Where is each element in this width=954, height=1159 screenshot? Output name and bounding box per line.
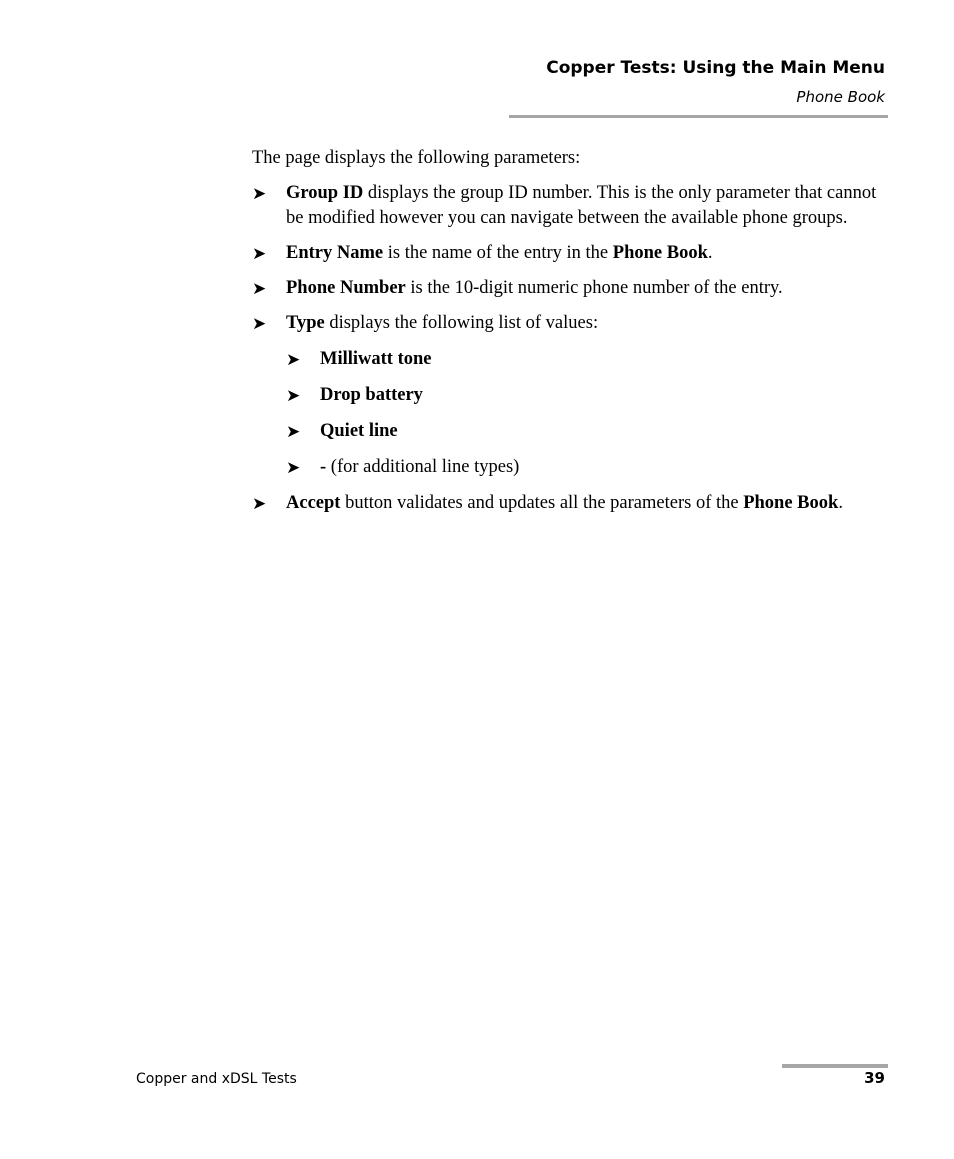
sub-item-additional: [286, 455, 892, 480]
arrow-bullet-icon: ➤: [252, 494, 267, 513]
arrow-bullet-icon: ➤: [252, 279, 267, 298]
sub-item-text: (for additional line types): [326, 457, 520, 477]
term-type: Type: [286, 313, 325, 333]
sub-item-term: Drop battery: [320, 385, 423, 405]
arrow-bullet-icon: ➤: [252, 244, 267, 263]
sub-item-term: Quiet line: [320, 421, 398, 441]
sub-item-term: Milliwatt tone: [320, 349, 432, 369]
sub-item-quiet-line: [286, 419, 892, 444]
item-description-end: .: [838, 493, 843, 513]
term-group-id: Group ID: [286, 183, 364, 203]
sub-item-milliwatt-tone: [286, 347, 892, 372]
list-item-group-id: [252, 181, 892, 231]
item-description: displays the following list of values:: [324, 313, 599, 333]
running-header-subtitle: Phone Book: [796, 88, 885, 106]
arrow-bullet-icon: ➤: [286, 458, 301, 477]
arrow-bullet-icon: ➤: [252, 314, 267, 333]
item-description: button validates and updates all the parameters of the: [340, 493, 744, 513]
list-item-entry-name: [252, 241, 892, 266]
header-rule: [509, 115, 888, 118]
type-values-list: [286, 347, 892, 480]
item-description: displays the group ID number. This is the only parameter that cannot be modified however you can navigate between the available phone groups.: [286, 183, 877, 228]
running-header-title: Copper Tests: Using the Main Menu: [546, 58, 885, 78]
item-description-end: .: [707, 243, 713, 263]
footer-rule: [782, 1064, 888, 1068]
term-phone-book: Phone Book: [743, 493, 839, 513]
list-item-type: [252, 311, 892, 336]
term-accept: Accept: [286, 493, 341, 513]
item-description: is the name of the entry in the: [383, 243, 613, 263]
item-description: is the 10-digit numeric phone number of the entry.: [405, 278, 783, 298]
list-item-accept: [252, 491, 892, 516]
list-item-phone-number: [252, 276, 892, 301]
footer-document-title: Copper and xDSL Tests: [136, 1071, 297, 1087]
page-number: 39: [864, 1069, 885, 1087]
arrow-bullet-icon: ➤: [252, 184, 267, 203]
sub-item-drop-battery: [286, 383, 892, 408]
term-entry-name: Entry Name: [286, 243, 384, 263]
term-phone-number: Phone Number: [286, 278, 406, 298]
term-phone-book: Phone Book: [612, 243, 708, 263]
arrow-bullet-icon: ➤: [286, 422, 301, 441]
main-content: [252, 146, 892, 526]
arrow-bullet-icon: ➤: [286, 386, 301, 405]
arrow-bullet-icon: ➤: [286, 350, 301, 369]
sub-item-term: -: [320, 457, 327, 477]
intro-paragraph: The page displays the following parameters:: [252, 148, 581, 168]
